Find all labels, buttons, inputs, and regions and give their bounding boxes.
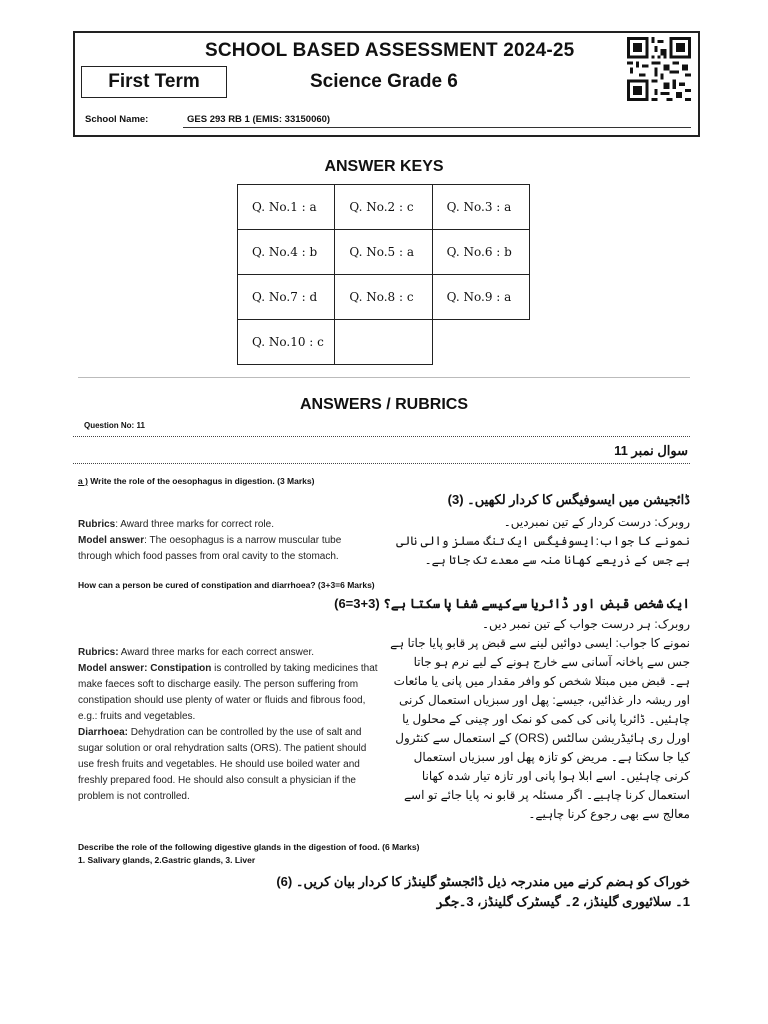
rubric-a: [78, 517, 368, 565]
answer-keys-table: [237, 184, 530, 365]
answer-cell: Q. No.4 : b: [238, 230, 335, 275]
header-box: [73, 31, 700, 137]
table-row: [238, 230, 530, 275]
answer-cell: Q. No.3 : a: [432, 185, 529, 230]
table-row: [238, 320, 530, 365]
table-row: [238, 185, 530, 230]
model-answer-b-label: Model answer: Constipation: [78, 663, 212, 674]
rubric-a-label: Rubrics: [78, 519, 116, 530]
rubric-b-text: Award three marks for each correct answer.: [118, 647, 315, 658]
question-c-urdu: خوراک کو ہضم کرنے میں مندرجہ ذیل ڈائجسٹو گلینڈز کا کردار بیان کریں۔ (6): [276, 874, 690, 889]
question-a-text: Write the role of the oesophagus in digestion. (3 Marks): [87, 476, 315, 486]
rubric-b-label: Rubrics:: [78, 647, 119, 658]
school-name-label: School Name:: [85, 114, 149, 125]
assessment-title: SCHOOL BASED ASSESSMENT 2024-25: [205, 40, 575, 61]
diarrhoea-label: Diarrhoea:: [78, 727, 129, 738]
answers-rubrics-title: ANSWERS / RUBRICS: [299, 396, 468, 413]
section-divider: [78, 377, 690, 378]
question-b: How can a person be cured of constipation and diarrhoea? (3+3=6 Marks): [78, 580, 375, 590]
qr-code-icon: [627, 37, 691, 101]
question-c-list: 1. Salivary glands, 2.Gastric glands, 3. Liver: [78, 855, 256, 865]
answer-cell: [335, 320, 432, 365]
school-name-value: GES 293 RB 1 (EMIS: 33150060): [187, 114, 331, 125]
answer-cell: Q. No.2 : c: [335, 185, 432, 230]
question-a: [78, 476, 314, 486]
rubric-a-text: : Award three marks for correct role.: [115, 519, 274, 530]
dotted-divider: [73, 463, 690, 464]
question-number: Question No: 11: [84, 421, 145, 430]
question-a-urdu: ڈائجیشن میں ایسوفیگس کا کردار لکھیں۔ (3): [447, 492, 690, 507]
rubric-a-urdu: روبرک: درست کردار کے تین نمبردیں۔: [503, 515, 690, 529]
rubric-b-urdu: روبرک: ہر درست جواب کے تین نمبر دیں۔: [481, 617, 690, 631]
answer-cell: Q. No.9 : a: [432, 275, 529, 320]
model-answer-b-text: is controlled by taking medicines that make faeces soft to discharge easily. The person suffering from constipation should use plenty of water or fluids and fibrous food, e.g.: fruits and vegetables.: [78, 663, 378, 722]
question-c-urdu-list: 1۔ سلائیوری گلینڈز، 2۔ گیسٹرک گلینڈز، 3۔جگر: [435, 894, 690, 909]
answer-cell: Q. No.7 : d: [238, 275, 335, 320]
term-label: First Term: [81, 66, 227, 98]
urdu-question-number: سوال نمبر 11: [614, 443, 688, 458]
answer-cell: Q. No.10 : c: [238, 320, 335, 365]
answer-cell-empty: [432, 320, 529, 365]
model-answer-b-urdu: نمونے کا جواب: ایسی دوائیں لینے سے قبض پر قابو پایا جاتا ہے جس سے پاخانہ آسانی سے خارج ہونے کے لیے نرم ہو جاتا ہے۔ قبض میں مبتلا شخص کو وافر مقدار میں پانی یا مائعات اور ریشہ دار غذائیں، جیسے: پھل اور سبزیاں استعمال کرنی چاہئیں۔ ڈائریا پانی کی کمی کو نمک اور چینی کے محلول یا اورل ری ہائیڈریشن سالٹس (ORS) کے استعمال سے کنٹرول کیا جا سکتا ہے۔ مریض کو تازہ پھل اور سبزیاں استعمال کرنی چاہئیں۔ اسے ابلا ہوا پانی اور تازہ تیار شدہ کھانا استعمال کرنا چاہیے۔ اگر مسئلہ پر قابو نہ پایا جائے تو اسے معالج سے بھی رجوع کرنا چاہیے۔: [390, 636, 690, 821]
subject-title: Science Grade 6: [310, 71, 458, 92]
question-c-text: Describe the role of the following digestive glands in the digestion of food. (6 Marks): [78, 842, 420, 852]
question-b-urdu: ایک شخص قبض اور ڈائریا سےکیسے شفا پا سکتا ہے؟ (3+3=6): [334, 596, 690, 611]
table-row: [238, 275, 530, 320]
rubric-b: [78, 645, 383, 805]
model-answer-a-label: Model answer: [78, 535, 145, 546]
question-c: [78, 842, 698, 865]
answer-cell: Q. No.1 : a: [238, 185, 335, 230]
dotted-divider: [73, 436, 690, 437]
diarrhoea-text: Dehydration can be controlled by the use of salt and sugar solution or oral rehydration salts (ORS). The patient should use fresh fruits and vegetables. He should use boiled water and freshly prepared food. He should also consult a physician if the problem is not controlled.: [78, 727, 367, 802]
model-answer-a-urdu: نمونے کا جواب:ایسوفیگس ایک تنگ مسلز والی نالی ہے جس کے ذریعے کھانا منہ سے معدے تک جاتا ہے۔: [396, 534, 690, 567]
answer-cell: Q. No.5 : a: [335, 230, 432, 275]
school-name-underline: [183, 127, 691, 128]
answer-keys-title: ANSWER KEYS: [324, 158, 444, 175]
question-a-label: a ): [78, 476, 88, 486]
model-answer-a-text: : The oesophagus is a narrow muscular tube through which food passes from oral cavity to the stomach.: [78, 535, 342, 562]
answer-cell: Q. No.6 : b: [432, 230, 529, 275]
answer-cell: Q. No.8 : c: [335, 275, 432, 320]
